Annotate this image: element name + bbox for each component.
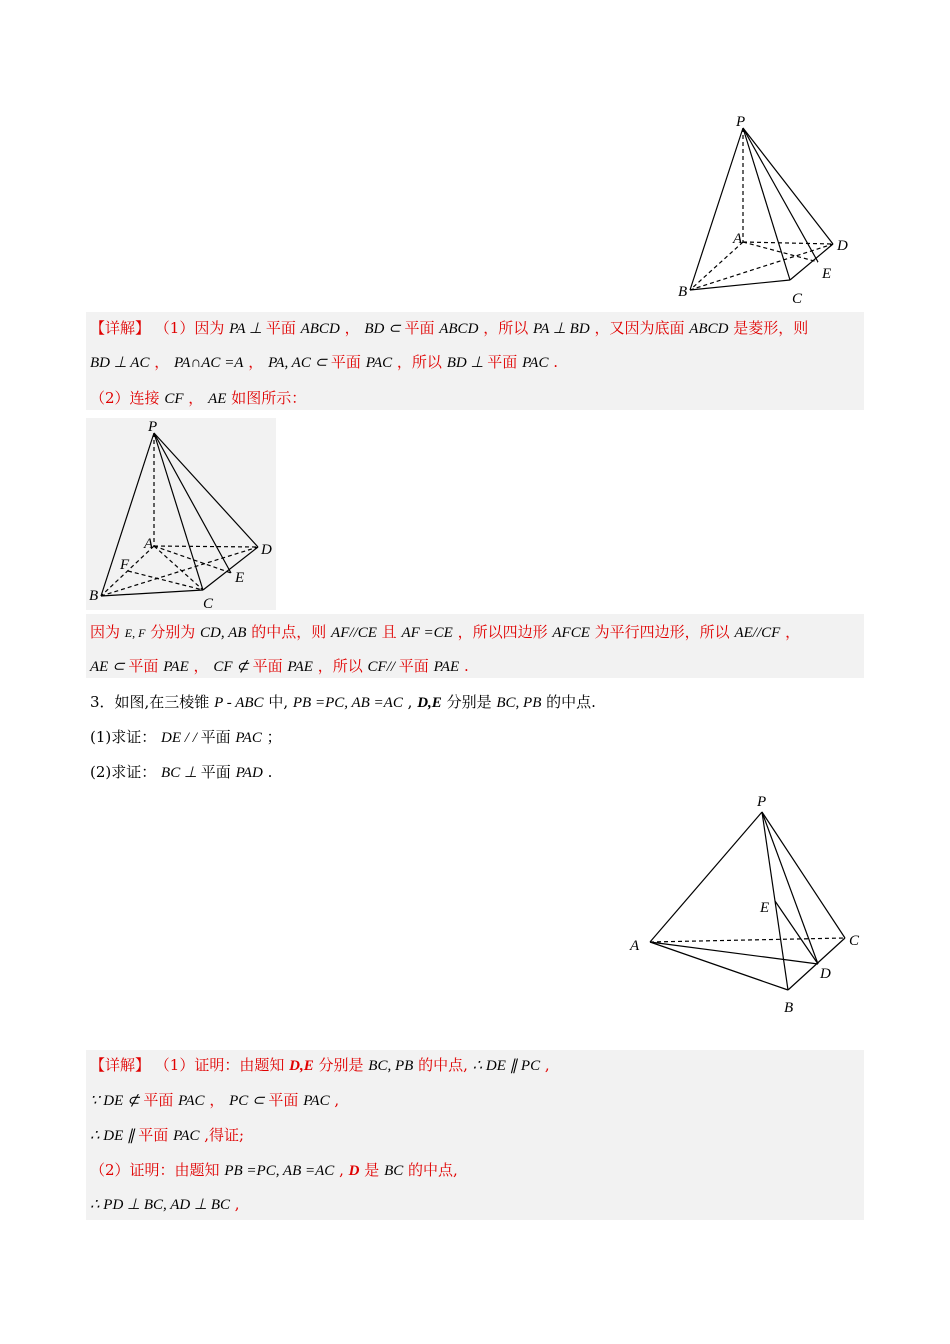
label-a: A — [630, 938, 640, 954]
solution1-line3: （2）连接 CF ， AE 如图所示： — [90, 389, 307, 407]
solution3-line5: ∴ PD ⊥ BC, AD ⊥ BC , — [90, 1195, 240, 1213]
label-p: P — [148, 419, 158, 435]
label-a: A — [144, 536, 154, 552]
label-b: B — [89, 588, 99, 604]
solution3-line3: ∴ DE ∥ 平面 PAC ,得证; — [90, 1126, 245, 1144]
label-d: D — [261, 542, 272, 558]
figure-pyramid-with-cf-ae — [86, 418, 276, 610]
label-c: C — [849, 933, 860, 949]
label-f: F — [120, 557, 130, 573]
solution1-line1: 【详解】 （1）因为 PA ⊥ 平面 ABCD ， BD ⊂ 平面 ABCD ，所以 PA ⊥ BD ，又因为底面 ABCD 是菱形，则 — [90, 319, 809, 337]
solution3-line2: ∵ DE ⊄ 平面 PAC ， PC ⊂ 平面 PAC , — [90, 1091, 340, 1109]
label-d: D — [837, 238, 848, 254]
label-e: E — [760, 900, 770, 916]
problem3-question1: (1)求证： DE / / 平面 PAC ； — [90, 728, 282, 746]
label-d: D — [820, 966, 831, 982]
solution-tag: 【详解】 — [90, 319, 151, 337]
label-p: P — [736, 114, 746, 130]
label-c: C — [203, 596, 214, 610]
figure-tetrahedron-pabc — [620, 790, 870, 1020]
solution3-line4: （2）证明：由题知 PB =PC, AB =AC , D 是 BC 的中点, — [90, 1161, 458, 1179]
solution1-line2: BD ⊥ AC ， PA∩AC =A ， PA, AC ⊂ 平面 PAC ，所以 BD ⊥ 平面 PAC . — [90, 353, 559, 371]
solution3-line1: 【详解】 （1）证明：由题知 D,E 分别是 BC, PB 的中点, ∴ DE ∥ PC , — [90, 1056, 550, 1074]
solution1b-line1: 因为 E, F 分别为 CD, AB 的中点，则 AF//CE 且 AF =CE ，所以四边形 AFCE 为平行四边形，所以 AE//CF ， — [90, 623, 801, 641]
label-b: B — [784, 1000, 794, 1016]
label-a: A — [733, 231, 743, 247]
label-e: E — [822, 266, 832, 282]
problem3-question2: (2)求证： BC ⊥ 平面 PAD . — [90, 763, 273, 781]
label-b: B — [678, 284, 688, 300]
solution1b-line2: AE ⊂ 平面 PAE ， CF ⊄ 平面 PAE ，所以 CF// 平面 PAE . — [90, 657, 469, 675]
label-e: E — [235, 570, 245, 586]
label-p: P — [757, 794, 767, 810]
label-c: C — [792, 291, 803, 307]
solution-tag: 【详解】 — [90, 1056, 151, 1074]
problem3-stem: 3．如图,在三棱锥 P - ABC 中, PB =PC, AB =AC , D,E 分别是 BC, PB 的中点. — [90, 693, 596, 711]
figure-pyramid-pabcd — [670, 110, 870, 310]
